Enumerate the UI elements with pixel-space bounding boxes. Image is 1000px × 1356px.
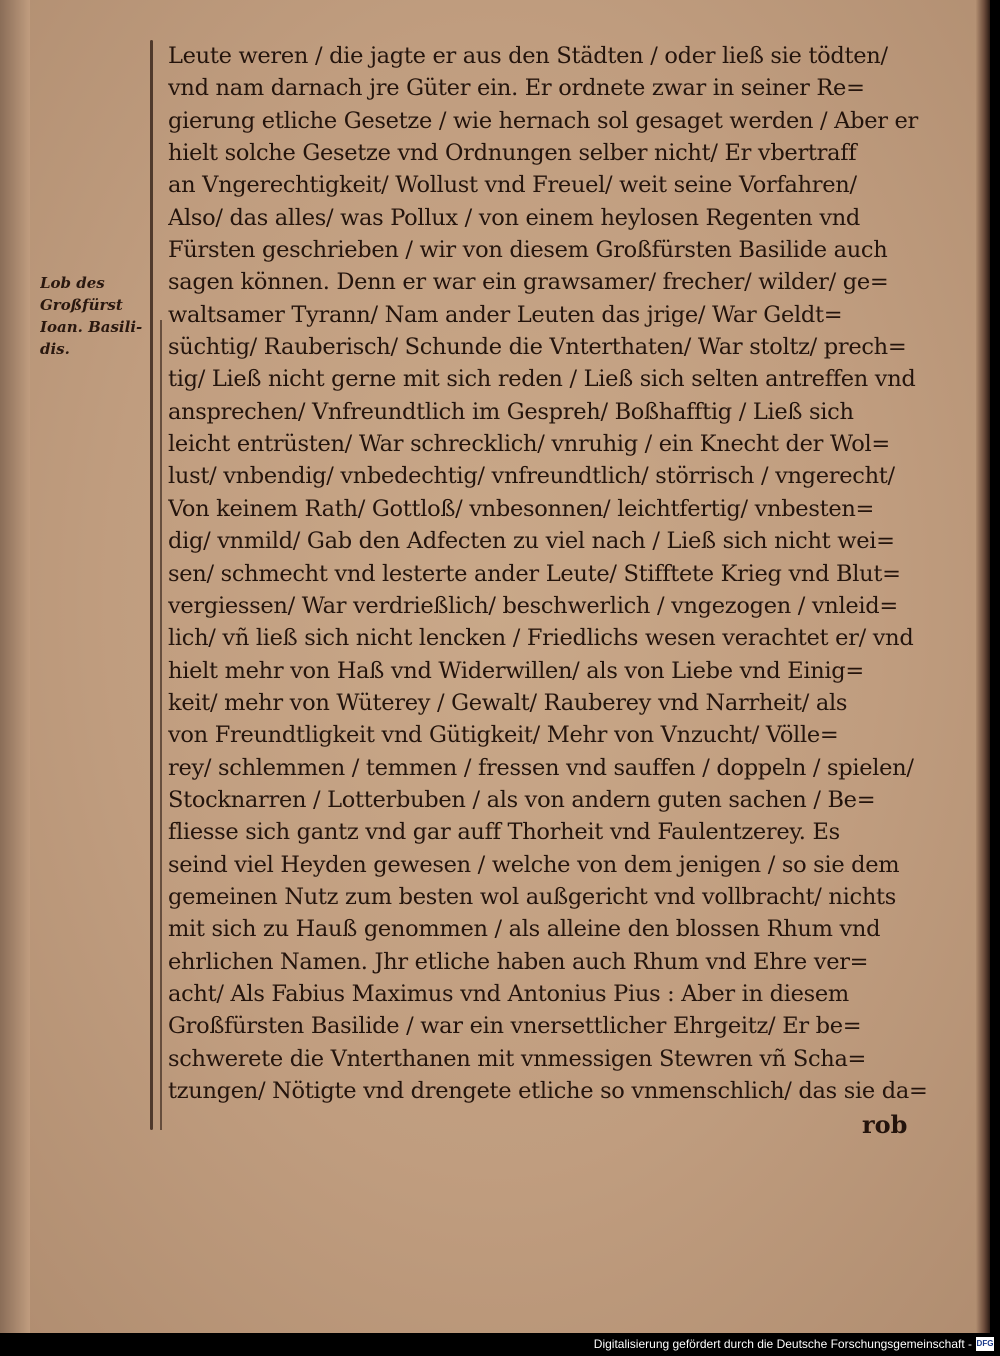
text-line: acht/ Als Fabius Maximus vnd Antonius Pius : Aber in diesem bbox=[168, 980, 849, 1007]
text-line: mit sich zu Hauß genommen / als alleine den blossen Rhum vnd bbox=[168, 916, 881, 943]
text-line: sen/ schmecht vnd lesterte ander Leute/ Stifftete Krieg vnd Blut= bbox=[168, 560, 901, 587]
footer-credit-text: Digitalisierung gefördert durch die Deutsche Forschungsgemeinschaft - bbox=[593, 1337, 972, 1351]
text-line: ansprechen/ Vnfreundtlich im Gespreh/ Boßhafftig / Ließ sich bbox=[168, 398, 854, 425]
text-line: keit/ mehr von Wüterey / Gewalt/ Rauberey vnd Narrheit/ als bbox=[168, 689, 848, 716]
page-right-edge bbox=[976, 0, 990, 1333]
text-line: Stocknarren / Lotterbuben / als von andern guten sachen / Be= bbox=[168, 786, 876, 813]
text-line: Fürsten geschrieben / wir von diesem Großfürsten Basilide auch bbox=[168, 237, 888, 264]
body-text bbox=[168, 40, 928, 1107]
text-line: vnd nam darnach jre Güter ein. Er ordnete zwar in seiner Re= bbox=[168, 75, 865, 102]
marginal-note-line: Ioan. Basili- bbox=[40, 318, 143, 336]
text-line: Leute weren / die jagte er aus den Städten / oder ließ sie tödten/ bbox=[168, 43, 888, 69]
digitization-footer bbox=[0, 1333, 1000, 1356]
margin-bracket-line bbox=[150, 40, 153, 1130]
text-line: leicht entrüsten/ War schrecklich/ vnruhig / ein Knecht der Wol= bbox=[168, 431, 890, 458]
text-line: gierung etliche Gesetze / wie hernach sol gesaget werden / Aber er bbox=[168, 107, 919, 134]
marginal-note-line: dis. bbox=[40, 340, 70, 358]
margin-bracket-line-inner bbox=[160, 320, 162, 1130]
text-line: Also/ das alles/ was Pollux / von einem heylosen Regenten vnd bbox=[168, 204, 861, 231]
text-line: hielt solche Gesetze vnd Ordnungen selber nicht/ Er vbertraff bbox=[168, 140, 857, 167]
text-line: tig/ Ließ nicht gerne mit sich reden / Ließ sich selten antreffen vnd bbox=[168, 366, 916, 393]
dfg-logo-icon: DFG bbox=[976, 1337, 994, 1351]
text-line: gemeinen Nutz zum besten wol außgericht vnd vollbracht/ nichts bbox=[168, 883, 896, 910]
text-line: Großfürsten Basilide / war ein vnersettlicher Ehrgeitz/ Er be= bbox=[168, 1013, 862, 1040]
text-line: lich/ vñ ließ sich nicht lencken / Friedlichs wesen verachtet er/ vnd bbox=[168, 625, 914, 652]
text-line: seind viel Heyden gewesen / welche von dem jenigen / so sie dem bbox=[168, 851, 900, 878]
marginal-note-line: Großfürst bbox=[40, 296, 123, 314]
marginal-note-line: Lob des bbox=[40, 274, 105, 292]
marginal-note bbox=[40, 272, 158, 360]
text-line: rey/ schlemmen / temmen / fressen vnd sauffen / doppeln / spielen/ bbox=[168, 754, 914, 781]
text-line: an Vngerechtigkeit/ Wollust vnd Freuel/ weit seine Vorfahren/ bbox=[168, 172, 857, 199]
text-line: vergiessen/ War verdrießlich/ beschwerlich / vngezogen / vnleid= bbox=[168, 592, 898, 619]
text-line: tzungen/ Nötigte vnd drengete etliche so vnmenschlich/ das sie da= bbox=[168, 1078, 928, 1104]
text-line: dig/ vnmild/ Gab den Adfecten zu viel nach / Ließ sich nicht wei= bbox=[168, 528, 895, 555]
text-line: waltsamer Tyrann/ Nam ander Leuten das jrige/ War Geldt= bbox=[168, 301, 843, 328]
page-left-edge bbox=[0, 0, 30, 1333]
catchword: rob bbox=[862, 1110, 908, 1139]
text-line: sagen können. Denn er war ein grawsamer/ frecher/ wilder/ ge= bbox=[168, 269, 889, 296]
text-line: Von keinem Rath/ Gottloß/ vnbesonnen/ leichtfertig/ vnbesten= bbox=[168, 495, 875, 522]
text-line: süchtig/ Rauberisch/ Schunde die Vnterthaten/ War stoltz/ prech= bbox=[168, 334, 907, 361]
text-line: fliesse sich gantz vnd gar auff Thorheit vnd Faulentzerey. Es bbox=[168, 819, 840, 846]
text-line: ehrlichen Namen. Jhr etliche haben auch Rhum vnd Ehre ver= bbox=[168, 948, 869, 975]
text-line: schwerete die Vnterthanen mit vnmessigen Stewren vñ Scha= bbox=[168, 1045, 867, 1072]
text-line: hielt mehr von Haß vnd Widerwillen/ als von Liebe vnd Einig= bbox=[168, 657, 864, 684]
text-line: lust/ vnbendig/ vnbedechtig/ vnfreundtlich/ störrisch / vngerecht/ bbox=[168, 463, 895, 490]
text-line: von Freundtligkeit vnd Gütigkeit/ Mehr von Vnzucht/ Völle= bbox=[168, 722, 839, 749]
